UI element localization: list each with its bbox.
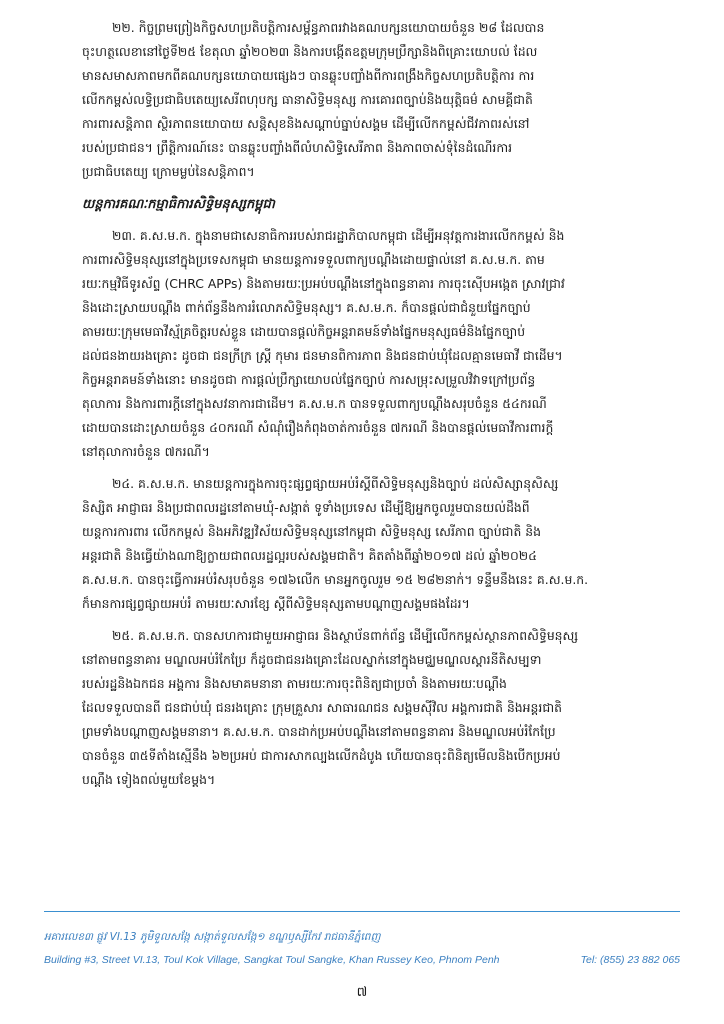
paragraph-25: ២៥. គ.ស.ម.ក. បានសហការជាមួយអាជ្ញាធរ និងស្ថាប័នពាក់ព័ន្ធ ដើម្បីលើកកម្ពស់ស្ថានភាពសិទ្ធិមនុស្ស នៅតាមពន្ធនាគារ មណ្ឌលអប់រំកែប្រែ ក៏ដូចជាជនរងគ្រោះដែលស្នាក់នៅក្នុងមជ្ឈមណ្ឌលស្តារនីតិសម្បទា របស់រដ្ឋនិងឯកជន អង្គការ និងសមាគមនានា តាមរយៈការចុះពិនិត្យជាប្រចាំ និងតាមរយៈបណ្តឹង ដែលទទួលបានពី ជនជាប់ឃុំ ជនរងគ្រោះ ក្រុមគ្រួសារ សាធារណជន សង្គមស៊ីវិល អង្គការជាតិ និងអន្តរជាតិ ព្រមទាំងបណ្តាញសង្គមនានា។ គ.ស.ម.ក. បានដាក់ប្រអប់បណ្តឹងនៅតាមពន្ធនាគារ និងមណ្ឌលអប់រំកែប្រែ បានចំនួន ៣៥ទីតាំងស្មើនឹង ៦២ប្រអប់ ជាការសាកល្បងលើកដំបូង ហើយបានចុះពិនិត្យមើលនិងបើកប្រអប់ បណ្តឹង ទៀងពល់មួយខែម្តង។ bbox=[82, 628, 579, 787]
footer-telephone: Tel: (855) 23 882 065 bbox=[580, 954, 680, 966]
footer-address-english: Building #3, Street VI.13, Toul Kok Village, Sangkat Toul Sangke, Khan Russey Keo, Phnom Penh bbox=[44, 954, 500, 966]
section-heading: យន្តការគណៈកម្មាធិការសិទ្ធិមនុស្សកម្ពុជា bbox=[82, 197, 275, 212]
paragraph-23: ២៣. គ.ស.ម.ក. ក្នុងនាមជាសេនាធិការរបស់រាជរដ្ឋាភិបាលកម្ពុជា ដើម្បីអនុវត្តការងារលើកកម្ពស់ និង ការពារសិទ្ធិមនុស្សនៅក្នុងប្រទេសកម្ពុជា មានយន្តការទទួលពាក្យបណ្តឹងដោយផ្ទាល់នៅ គ.ស.ម.ក. តាម រយៈកម្មវិធីទូរស័ព្ទ (CHRC APPs) និងតាមរយៈប្រអប់បណ្តឹងនៅក្នុងពន្ធនាគារ ការចុះស៊ើបអង្កេត ស្រាវជ្រាវ និងដោះស្រាយបណ្តឹង ពាក់ព័ន្ធនឹងការរំលោភសិទ្ធិមនុស្ស។ គ.ស.ម.ក. ក៏បានផ្តល់ជាជំនួយផ្នែកច្បាប់ តាមរយៈក្រុមមេធាវីស្ម័គ្រចិត្តរបស់ខ្លួន ដោយបានផ្តល់កិច្ចអន្តរាគមន៍ទាំងផ្នែកមនុស្សធម៌និងផ្នែកច្បាប់ ដល់ជនងាយរងគ្រោះ ដូចជា ជនក្រីក្រ ស្ត្រី កុមារ ជនមានពិការភាព និងជនជាប់ឃុំដែលគ្មានមេធាវី ជាដើម។ កិច្ចអន្តរាគមន៍ទាំងនោះ មានដូចជា ការផ្តល់ប្រឹក្សាយោបល់ផ្នែកច្បាប់ ការសម្រុះសម្រួលវិវាទក្រៅប្រព័ន្ធ តុលាការ និងការពារក្តីនៅក្នុងសវនាការជាដើម។ គ.ស.ម.ក បានទទួលពាក្យបណ្តឹងសរុបចំនួន ៥៤ករណី ដោយបានដោះស្រាយចំនួន ៤០ករណី សំណុំរឿងកំពុងចាត់ការចំនួន ៧ករណី និងបានផ្តល់មេធាវីការពារក្តី នៅតុលាការចំនួន ៧ករណី។ bbox=[82, 228, 565, 459]
page-number: ៧ bbox=[356, 985, 368, 1000]
paragraph-24: ២៤. គ.ស.ម.ក. មានយន្តការក្នុងការចុះផ្សព្វផ្សាយអប់រំស្តីពីសិទ្ធិមនុស្សនិងច្បាប់ ដល់សិស្សានុសិស្ស និស្សិត អាជ្ញាធរ និងប្រជាពលរដ្ឋនៅតាមឃុំ-សង្កាត់ ទូទាំងប្រទេស ដើម្បីឱ្យអ្នកចូលរួមបានយល់ដឹងពី យន្តការការពារ លើកកម្ពស់ និងអភិវឌ្ឍវិស័យសិទ្ធិមនុស្សនៅកម្ពុជា សិទ្ធិមនុស្ស សេរីភាព ច្បាប់ជាតិ និង អន្តរជាតិ និងធ្វើយ៉ាងណាឱ្យក្លាយជាពលរដ្ឋល្អរបស់សង្គមជាតិ។ គិតតាំងពីឆ្នាំ២០១៧ ដល់ ឆ្នាំ២០២៤ គ.ស.ម.ក. បានចុះធ្វើការអប់រំសរុបចំនួន ១៧៦លើក មានអ្នកចូលរួម ១៥ ២៨២នាក់។ ទន្ទឹមនឹងនេះ គ.ស.ម.ក. ក៏មានការផ្សព្វផ្សាយអប់រំ តាមរយៈសារខ្សែ ស្តីពីសិទ្ធិមនុស្សតាមបណ្តាញសង្គមផងដែរ។ bbox=[82, 476, 589, 611]
document-body bbox=[82, 16, 670, 800]
paragraph-22: ២២. កិច្ចព្រមព្រៀងកិច្ចសហប្រតិបត្តិការសម្ព័ន្ធភាពរវាងគណបក្សនយោបាយចំនួន ២៨ ដែលបាន ចុះហត្ថលេខានៅថ្ងៃទី២៥ ខែតុលា ឆ្នាំ២០២៣ និងការបង្កើតឧត្តមក្រុមប្រឹក្សានិងពិគ្រោះយោបល់ ដែល មានសមាសភាពមកពីគណបក្សនយោបាយផ្សេងៗ បានឆ្លុះបញ្ចាំងពីការពង្រឹងកិច្ចសហប្រតិបត្តិការ ការ លើកកម្ពស់លទ្ធិប្រជាធិបតេយ្យសេរីពហុបក្ស ធានាសិទ្ធិមនុស្ស ការគោរពច្បាប់និងយុត្តិធម៌ សាមគ្គីជាតិ ការពារសន្តិភាព ស្ថិរភាពនយោបាយ សន្តិសុខនិងសណ្តាប់ធ្នាប់សង្គម ដើម្បីលើកកម្ពស់ជីវភាពរស់នៅ របស់ប្រជាជន។ ព្រឹត្តិការណ៍នេះ បានឆ្លុះបញ្ចាំងពីលំហសិទ្ធិសេរីភាព និងភាពចាស់ទុំនៃដំណើរការ ប្រជាធិបតេយ្យ ក្រោមម្លប់នៃសន្តិភាព។ bbox=[82, 20, 545, 179]
footer-address-khmer: អគារលេខ៣ ផ្លូវ VI.13 ភូមិទួលសង្កែ សង្កាត់ទួលសង្កែ១ ខណ្ឌឫស្សីកែវ រាជធានីភ្នំពេញ bbox=[44, 931, 381, 943]
footer-divider bbox=[44, 911, 680, 912]
